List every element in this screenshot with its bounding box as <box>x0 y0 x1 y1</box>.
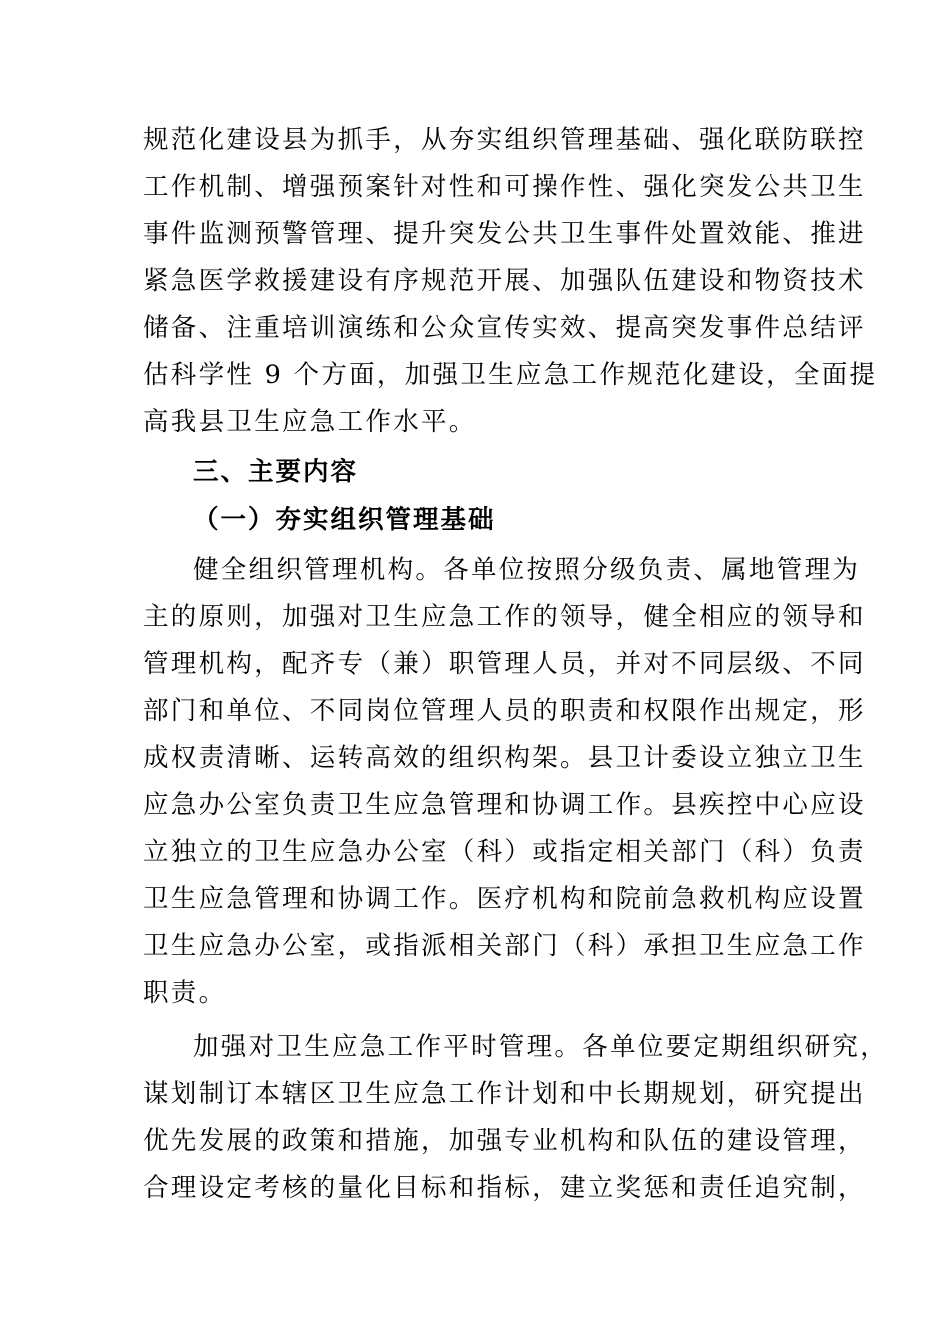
section-heading: 三、主要内容 <box>193 457 359 487</box>
paragraph-line: 加强对卫生应急工作平时管理。各单位要定期组织研究， <box>193 1032 889 1062</box>
paragraph-line: 成权责清晰、运转高效的组织构架。县卫计委设立独立卫生 <box>143 743 866 773</box>
paragraph-line: 紧急医学救援建设有序规范开展、加强队伍建设和物资技术 <box>143 266 866 296</box>
paragraph-line: 工作机制、增强预案针对性和可操作性、强化突发公共卫生 <box>143 172 866 202</box>
subsection-heading: （一）夯实组织管理基础 <box>193 505 496 535</box>
paragraph-line: 应急办公室负责卫生应急管理和协调工作。县疾控中心应设 <box>143 790 866 820</box>
paragraph-line: 职责。 <box>143 978 227 1008</box>
paragraph-line: 卫生应急管理和协调工作。医疗机构和院前急救机构应设置 <box>143 884 866 914</box>
paragraph-line: 估科学性 9 个方面，加强卫生应急工作规范化建设，全面提 <box>143 360 878 390</box>
paragraph-line: 谋划制订本辖区卫生应急工作计划和中长期规划，研究提出 <box>143 1079 866 1109</box>
paragraph-line: 卫生应急办公室，或指派相关部门（科）承担卫生应急工作 <box>143 931 866 961</box>
paragraph-line: 健全组织管理机构。各单位按照分级负责、属地管理为 <box>193 555 861 585</box>
paragraph-line: 管理机构，配齐专（兼）职管理人员，并对不同层级、不同 <box>143 649 866 679</box>
paragraph-line: 优先发展的政策和措施，加强专业机构和队伍的建设管理， <box>143 1126 866 1156</box>
paragraph-line: 规范化建设县为抓手，从夯实组织管理基础、强化联防联控 <box>143 125 866 155</box>
paragraph-line: 主的原则，加强对卫生应急工作的领导，健全相应的领导和 <box>143 602 866 632</box>
paragraph-line: 合理设定考核的量化目标和指标，建立奖惩和责任追究制， <box>143 1173 866 1203</box>
paragraph-line: 事件监测预警管理、提升突发公共卫生事件处置效能、推进 <box>143 219 866 249</box>
paragraph-line: 部门和单位、不同岗位管理人员的职责和权限作出规定，形 <box>143 696 866 726</box>
paragraph-line: 立独立的卫生应急办公室（科）或指定相关部门（科）负责 <box>143 837 866 867</box>
paragraph-line: 高我县卫生应急工作水平。 <box>143 407 477 437</box>
paragraph-line: 储备、注重培训演练和公众宣传实效、提高突发事件总结评 <box>143 313 866 343</box>
